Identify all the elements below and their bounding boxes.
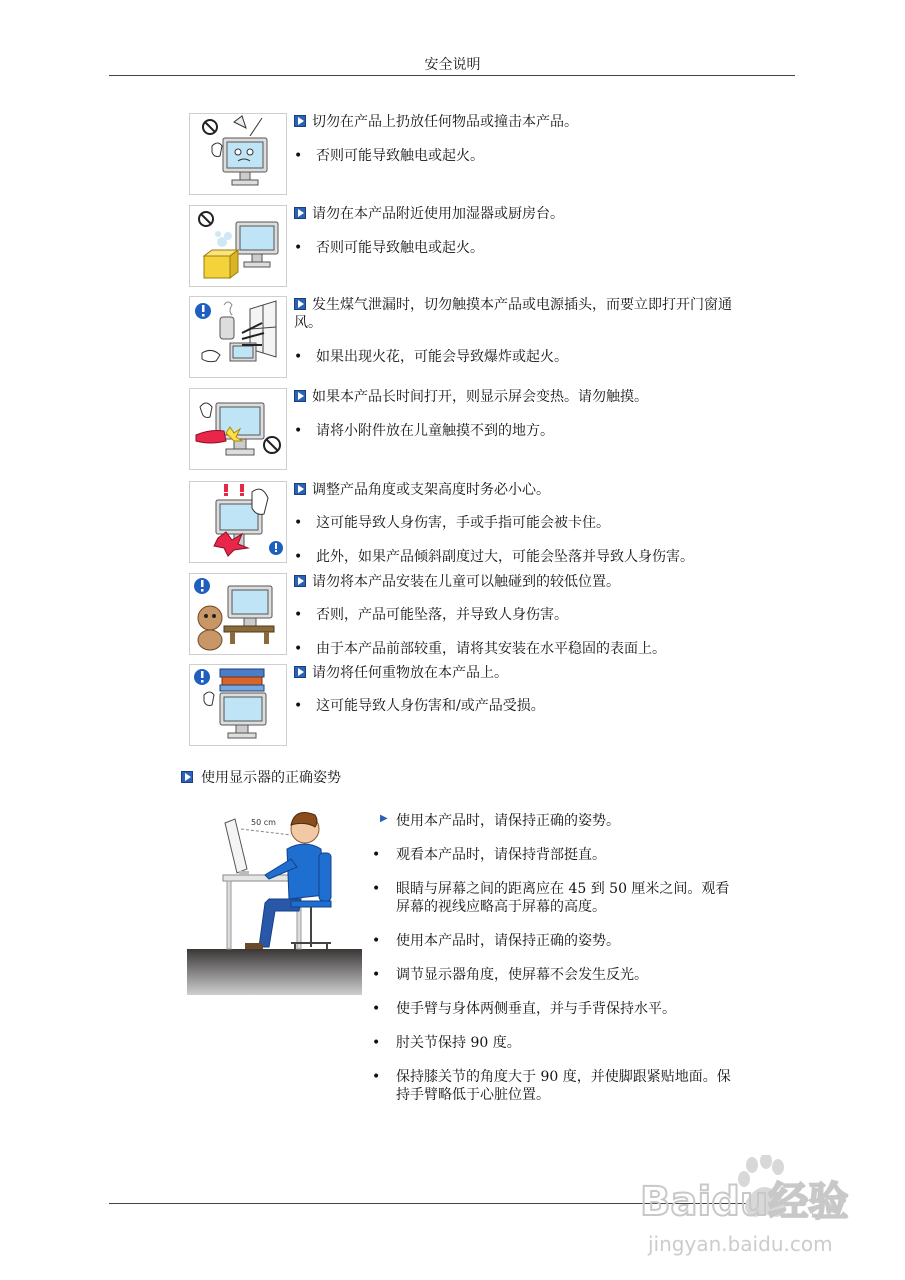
posture-bullet: • 保持膝关节的角度大于 90 度，并使脚跟紧贴地面。保持手臂略低于心脏位置。 (372, 1069, 731, 1103)
posture-bullet: • 调节显示器角度，使屏幕不会发生反光。 (372, 967, 648, 983)
safety-item-heading: 请勿将本产品安装在儿童可以触碰到的较低位置。 (294, 573, 734, 591)
safety-item-bullet: • 这可能导致人身伤害，手或手指可能会被卡住。 (294, 515, 610, 531)
blue-arrow-icon (294, 207, 306, 219)
watermark-brand: Baidu经验 (640, 1179, 849, 1225)
safety-item-heading: 调整产品角度或支架高度时务必小心。 (294, 481, 734, 499)
safety-item-heading: 切勿在产品上扔放任何物品或撞击本产品。 (294, 113, 734, 131)
posture-bullet: • 眼睛与屏幕之间的距离应在 45 到 50 厘米之间。观看屏幕的视线应略高于屏幕的高度。 (372, 881, 730, 915)
blue-arrow-icon (294, 575, 306, 587)
safety-item-heading: 请勿在本产品附近使用加湿器或厨房台。 (294, 205, 734, 223)
safety-item-bullet: • 否则，产品可能坠落，并导致人身伤害。 (294, 607, 568, 623)
heavy-object-illustration (189, 664, 287, 746)
safety-item-heading: 请勿将任何重物放在本产品上。 (294, 664, 734, 682)
hot-screen-illustration (189, 388, 287, 470)
distance-label: 50 cm (251, 818, 276, 827)
posture-bullet: • 使用本产品时，请保持正确的姿势。 (372, 933, 620, 949)
safety-item-bullet: • 如果出现火花，可能会导致爆炸或起火。 (294, 349, 568, 365)
posture-section-heading: 使用显示器的正确姿势 (181, 767, 341, 787)
safety-item-heading: 如果本产品长时间打开，则显示屏会变热。请勿触摸。 (294, 388, 734, 406)
blue-arrow-icon (294, 115, 306, 127)
monitor-impact-illustration (189, 113, 287, 195)
safety-item-heading: 发生煤气泄漏时，切勿触摸本产品或电源插头，而要立即打开门窗通风。 (294, 297, 732, 331)
gas-leak-illustration (189, 296, 287, 378)
blue-arrow-icon (294, 483, 306, 495)
humidifier-illustration (189, 205, 287, 287)
safety-item-bullet: • 请将小附件放在儿童触摸不到的地方。 (294, 423, 554, 439)
safety-item-bullet: • 否则可能导致触电或起火。 (294, 240, 484, 256)
safety-item-bullet: • 这可能导致人身伤害和/或产品受损。 (294, 698, 545, 714)
page-header-title: 安全说明 (424, 57, 481, 73)
safety-item-bullet: • 此外，如果产品倾斜副度过大，可能会坠落并导致人身伤害。 (294, 549, 694, 565)
posture-bullet: • 肘关节保持 90 度。 (372, 1035, 521, 1051)
baidu-jingyan-watermark (640, 1155, 850, 1265)
blue-arrow-icon (294, 298, 306, 310)
posture-list (372, 812, 742, 1120)
watermark-url: jingyan.baidu.com (648, 1232, 833, 1256)
posture-bullet: • 观看本产品时，请保持背部挺直。 (372, 847, 606, 863)
blue-arrow-icon (181, 771, 193, 783)
safety-item-bullet: • 由于本产品前部较重，请将其安装在水平稳固的表面上。 (294, 641, 666, 657)
small-arrow-icon: ▶ (380, 813, 388, 824)
safety-item-bullet: • 否则可能导致触电或起火。 (294, 148, 484, 164)
posture-intro: ▶ 使用本产品时，请保持正确的姿势。 (372, 812, 742, 830)
child-reach-illustration (189, 573, 287, 655)
adjust-angle-illustration (189, 481, 287, 563)
blue-arrow-icon (294, 666, 306, 678)
blue-arrow-icon (294, 390, 306, 402)
correct-posture-illustration (187, 803, 362, 995)
header-divider (109, 75, 795, 76)
posture-bullet: • 使手臂与身体两侧垂直，并与手背保持水平。 (372, 1001, 676, 1017)
